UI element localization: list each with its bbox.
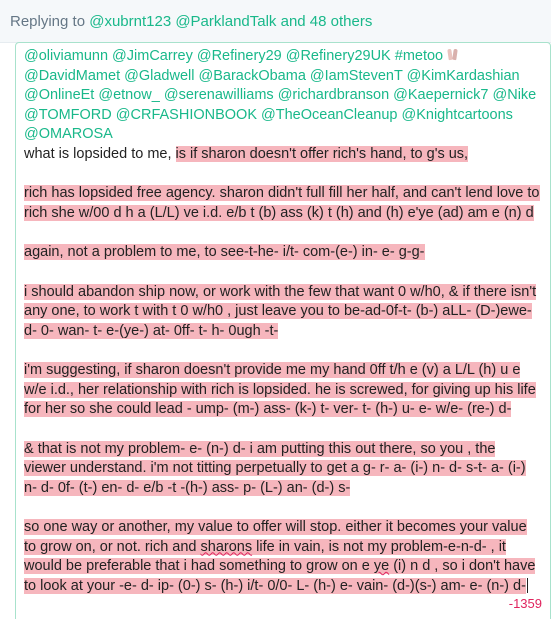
text-line: to grow on, or not. rich and sharons life in vain, is not my problem-e-n-d- , it [24,538,506,555]
reply-context-bar [0,0,551,43]
text-line: again, not a problem to me, to see-t-he- i/t- com-(e-) in- e- g-g- [24,244,425,260]
text-line: so one way or another, my value to offer will stop. either it becomes your value [24,519,527,535]
replying-to-mentions[interactable]: @xubrnt123 @ParklandTalk [89,13,277,30]
spellcheck-word: sharons [200,538,253,555]
text-line: w/e i.d., her relationship with rich is lopsided. he is screwed, for giving up his life [24,381,536,398]
replying-to-line [10,13,372,30]
text-line: any one, to work t with t 0 w/h0 , just leave you to be-ad-0f-t- (b-) aLL- (D-)ewe- [24,303,532,319]
text-line: rich she w/00 d h a (L/L) ve i.d. e/b t (b) ass (k) t (h) and (h) e'ye (ad) am e (n) d [24,204,534,221]
text-line: rich has lopsided free agency. sharon didn't full fill her half, and can't lend love to [24,185,540,201]
text-line: d- 0- wan- t- e-(ye-) at- 0ff- t- h- 0ugh -t- [24,322,279,339]
mentions-line-4: @TOMFORD @CRFASHIONBOOK @TheOceanCleanup @Knightcartoons [24,106,513,123]
text-line-intro: what is lopsided to me, is if sharon doesn't offer rich's hand, to g's us, [24,145,469,162]
mentions-line-3: @OnlineEt @etnow_ @serenawilliams @richardbranson @Kaepernick7 @Nike [24,87,537,103]
text-line: to look at your -e- d- ip- (0-) s- (h-) i/t- 0/0- L- (h-) e- vain- (d-)(s-) am- e- (n-) d- [24,577,526,594]
text-line: i'm suggesting, if sharon doesn't provide me my hand 0ff t/h e (v) a L/L (h) u e [24,362,521,378]
text-line: i should abandon ship now, or work with the few that want 0 w/h0, & if there isn't [24,283,537,300]
mentions-line-1: @oliviamunn @JimCarrey @Refinery29 @Refinery29UK #metoo [24,47,544,67]
character-counter: -1359 [508,596,542,611]
text-line: viewer understand. i'm not titting perpetually to get a g- r- a- (i-) n- d- s-t- a- (i-) [24,460,526,476]
pink-nails-emoji-icon [447,48,459,62]
replying-to-label: Replying to [10,13,86,30]
mentions-line-2: @DavidMamet @Gladwell @BarackObama @IamStevenT @KimKardashian [24,67,520,84]
text-cursor [527,578,528,593]
tweet-compose-box[interactable] [15,42,551,619]
spellcheck-word: ye [373,558,390,574]
text-line: for her so she could lead - ump- (m-) ass- (k-) t- ver- t- (h-) u- e- w/e- (re-) d- [24,401,512,417]
replying-to-others[interactable]: and 48 others [280,13,373,30]
mentions-line-5: @OMAROSA [24,126,113,142]
text-line: & that is not my problem- e- (n-) d- i am putting this out there, so you , the [24,440,496,457]
tweet-text-editor[interactable] [24,47,544,596]
text-line: n- d- 0f- (t-) en- d- e/b -t -(h-) ass- p- (L-) an- (d-) s- [24,479,351,496]
text-line: would be preferable that i had something to grow on e ye (i) n d , so i don't have [24,558,536,574]
